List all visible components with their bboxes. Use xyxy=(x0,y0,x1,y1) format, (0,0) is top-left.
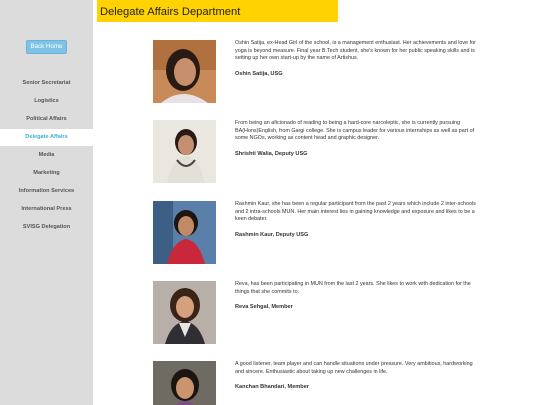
member-photo xyxy=(153,40,216,103)
member-photo xyxy=(153,120,216,183)
back-home-button[interactable]: Back Home xyxy=(26,40,67,54)
member-name: Reva Sehgal, Member xyxy=(235,304,293,310)
nav-item-marketing[interactable]: Marketing xyxy=(33,170,60,176)
nav-item-political-affairs[interactable]: Political Affairs xyxy=(26,116,67,122)
nav-item-international-press[interactable]: International Press xyxy=(21,206,72,212)
member-bio: Oshin Satija, ex-Head Girl of the school, is a management enthusiast. Her achievements and love for yoga is beyond measure. Final year B.Tech student, she's known for her public speaking skills and is setting up her own start-up by the name of Artishus. xyxy=(235,40,476,62)
nav-item-information-services[interactable]: Information Services xyxy=(18,188,75,194)
member-name: Shrishti Walia, Deputy USG xyxy=(235,151,308,157)
nav-item-logistics[interactable]: Logistics xyxy=(34,98,59,104)
member-bio: Rashmin Kaur, she has been a regular participant from the past 2 years which include 2 inter-schools and 2 intra-schools MUN. Her main interest lies in gaining knowledge and exposure and likes to be a keen debater. xyxy=(235,201,476,223)
member-name: Rashmin Kaur, Deputy USG xyxy=(235,232,309,238)
page-title: Delegate Affairs Department xyxy=(100,6,241,18)
member-card xyxy=(153,361,483,405)
member-photo xyxy=(153,201,216,264)
sidebar xyxy=(0,0,93,405)
member-card xyxy=(153,120,483,184)
member-name: Oshin Satija, USG xyxy=(235,71,283,77)
nav-item-delegate-affairs[interactable]: Delegate Affairs xyxy=(0,129,93,146)
member-card xyxy=(153,281,483,345)
nav-item-senior-secretariat[interactable]: Senior Secretariat xyxy=(22,80,71,86)
member-bio: Reva, has been participating in MUN from the last 2 years. She likes to work with dedication for the things that she commits to. xyxy=(235,281,471,295)
member-card xyxy=(153,40,483,104)
page-header xyxy=(97,0,338,22)
member-bio: From being an aficionado of reading to being a hard-core narcoleptic, she is currently pursuing BA(Hons)English, from Gargi college. She is campus leader for various internships as well as part of some NGOs, working as content head and graphic designer. xyxy=(235,120,475,142)
member-card xyxy=(153,201,483,265)
nav-item-media[interactable]: Media xyxy=(38,152,55,158)
member-bio: A good listener, team player and can handle situations under pressure. Very ambitious, hardworking and sincere. Enthusiastic about taking up new challenges in life. xyxy=(235,361,473,375)
member-name: Kanchan Bhandari, Member xyxy=(235,384,309,390)
nav-item-svisg-delegation[interactable]: SVISG Delegation xyxy=(22,224,71,230)
member-photo xyxy=(153,361,216,405)
member-photo xyxy=(153,281,216,344)
